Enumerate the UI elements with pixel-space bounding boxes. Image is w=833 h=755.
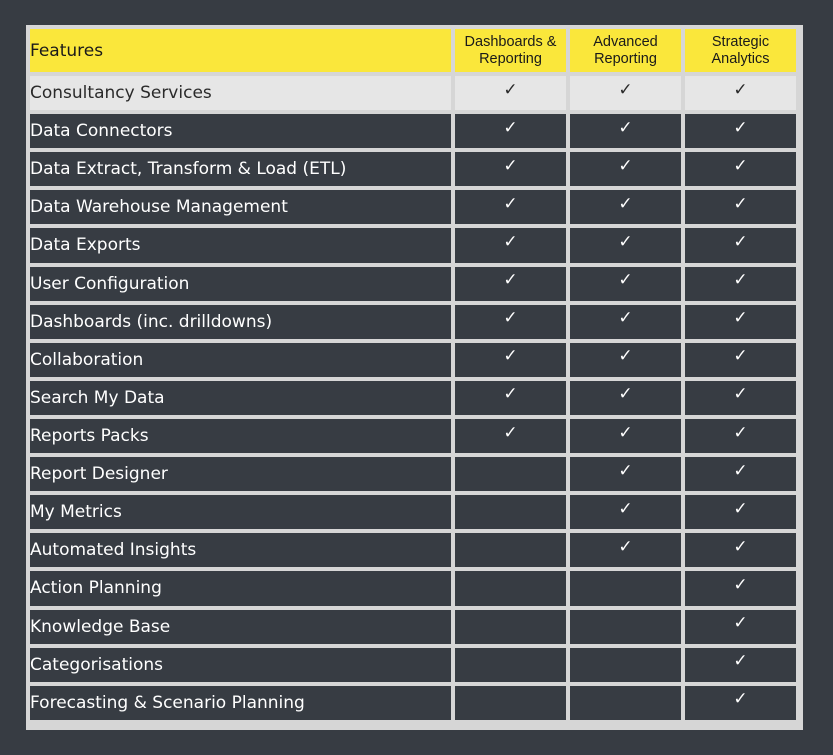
check-icon: ✓ [503, 384, 518, 405]
table-row [30, 190, 796, 224]
feature-name: Data Warehouse Management [30, 190, 451, 224]
feature-name: Categorisations [30, 648, 451, 682]
table-row [30, 76, 796, 110]
check-icon: ✓ [618, 270, 633, 291]
plan-header-advanced-reporting [570, 29, 681, 72]
plan-cell [685, 457, 796, 491]
plan-cell [570, 571, 681, 605]
plan-cell [570, 343, 681, 377]
check-icon: ✓ [503, 155, 518, 176]
plan-cell [570, 381, 681, 415]
table-row [30, 305, 796, 339]
table-row [30, 495, 796, 529]
check-icon: ✓ [503, 422, 518, 443]
check-icon: ✓ [618, 346, 633, 367]
table-row [30, 457, 796, 491]
plan-cell [455, 533, 566, 567]
check-icon: ✓ [503, 308, 518, 329]
check-icon: ✓ [618, 193, 633, 214]
check-icon: ✓ [503, 231, 518, 252]
table-row [30, 267, 796, 301]
feature-name: Knowledge Base [30, 610, 451, 644]
check-icon: ✓ [733, 613, 748, 634]
check-icon: ✓ [733, 193, 748, 214]
feature-rows [30, 76, 796, 720]
plan-header-line: Advanced [593, 33, 658, 50]
plan-cell [455, 228, 566, 262]
header-row [30, 29, 796, 72]
check-icon: ✓ [733, 536, 748, 557]
features-column-header: Features [30, 29, 451, 72]
plan-cell [570, 152, 681, 186]
check-icon: ✓ [618, 79, 633, 100]
plan-cell [685, 610, 796, 644]
plan-header-line: Reporting [594, 50, 657, 67]
plan-cell [685, 571, 796, 605]
plan-cell [570, 648, 681, 682]
plan-header-line: Analytics [711, 50, 770, 67]
table-row [30, 114, 796, 148]
table-row [30, 648, 796, 682]
check-icon: ✓ [733, 308, 748, 329]
table-row [30, 419, 796, 453]
check-icon: ✓ [733, 651, 748, 672]
check-icon: ✓ [618, 460, 633, 481]
check-icon: ✓ [733, 231, 748, 252]
feature-name: Forecasting & Scenario Planning [30, 686, 451, 720]
check-icon: ✓ [618, 422, 633, 443]
check-icon: ✓ [733, 422, 748, 443]
plan-cell [455, 76, 566, 110]
plan-cell [685, 419, 796, 453]
plan-header-dashboards-reporting [455, 29, 566, 72]
check-icon: ✓ [618, 308, 633, 329]
plan-cell [455, 114, 566, 148]
plan-cell [455, 610, 566, 644]
feature-name: Search My Data [30, 381, 451, 415]
plan-cell [685, 152, 796, 186]
check-icon: ✓ [733, 155, 748, 176]
plan-cell [685, 114, 796, 148]
plan-cell [455, 648, 566, 682]
feature-name: My Metrics [30, 495, 451, 529]
plan-cell [455, 419, 566, 453]
table-row [30, 610, 796, 644]
check-icon: ✓ [618, 117, 633, 138]
check-icon: ✓ [503, 270, 518, 291]
plan-header-line: Strategic [711, 33, 770, 50]
table-row [30, 571, 796, 605]
check-icon: ✓ [618, 536, 633, 557]
check-icon: ✓ [618, 384, 633, 405]
plan-cell [685, 76, 796, 110]
table-row [30, 533, 796, 567]
plan-cell [570, 114, 681, 148]
plan-cell [455, 343, 566, 377]
table-row [30, 343, 796, 377]
plan-header-line: Dashboards & [464, 33, 557, 50]
table-row [30, 686, 796, 720]
check-icon: ✓ [618, 498, 633, 519]
table-row [30, 152, 796, 186]
check-icon: ✓ [733, 460, 748, 481]
check-icon: ✓ [733, 346, 748, 367]
plan-header-line: Reporting [479, 50, 542, 67]
plan-cell [455, 190, 566, 224]
plan-cell [570, 610, 681, 644]
plan-cell [685, 495, 796, 529]
plan-cell [685, 305, 796, 339]
plan-cell [455, 457, 566, 491]
check-icon: ✓ [503, 79, 518, 100]
plan-cell [570, 267, 681, 301]
plan-cell [455, 152, 566, 186]
plan-cell [685, 190, 796, 224]
feature-name: Consultancy Services [30, 76, 451, 110]
check-icon: ✓ [503, 117, 518, 138]
feature-name: Action Planning [30, 571, 451, 605]
feature-name: Automated Insights [30, 533, 451, 567]
check-icon: ✓ [733, 270, 748, 291]
plan-cell [570, 419, 681, 453]
plan-cell [685, 267, 796, 301]
plan-cell [570, 457, 681, 491]
table-row [30, 228, 796, 262]
plan-cell [570, 190, 681, 224]
check-icon: ✓ [503, 193, 518, 214]
check-icon: ✓ [733, 117, 748, 138]
plan-cell [455, 267, 566, 301]
plan-cell [685, 686, 796, 720]
feature-name: Dashboards (inc. drilldowns) [30, 305, 451, 339]
plan-cell [455, 686, 566, 720]
plan-cell [685, 228, 796, 262]
feature-name: Data Exports [30, 228, 451, 262]
check-icon: ✓ [733, 79, 748, 100]
plan-cell [570, 305, 681, 339]
plan-cell [570, 228, 681, 262]
plan-cell [455, 571, 566, 605]
plan-header-strategic-analytics [685, 29, 796, 72]
table-row [30, 381, 796, 415]
feature-name: Report Designer [30, 457, 451, 491]
feature-comparison-table [26, 25, 800, 724]
feature-name: Reports Packs [30, 419, 451, 453]
check-icon: ✓ [733, 689, 748, 710]
plan-cell [685, 648, 796, 682]
check-icon: ✓ [618, 231, 633, 252]
plan-cell [685, 343, 796, 377]
plan-cell [455, 305, 566, 339]
check-icon: ✓ [503, 346, 518, 367]
plan-cell [570, 686, 681, 720]
plan-cell [685, 381, 796, 415]
check-icon: ✓ [733, 574, 748, 595]
feature-name: Collaboration [30, 343, 451, 377]
check-icon: ✓ [733, 498, 748, 519]
plan-cell [570, 76, 681, 110]
plan-cell [455, 381, 566, 415]
plan-cell [455, 495, 566, 529]
feature-name: Data Connectors [30, 114, 451, 148]
feature-name: Data Extract, Transform & Load (ETL) [30, 152, 451, 186]
plan-cell [685, 533, 796, 567]
plan-cell [570, 533, 681, 567]
check-icon: ✓ [618, 155, 633, 176]
feature-name: User Configuration [30, 267, 451, 301]
plan-cell [570, 495, 681, 529]
check-icon: ✓ [733, 384, 748, 405]
